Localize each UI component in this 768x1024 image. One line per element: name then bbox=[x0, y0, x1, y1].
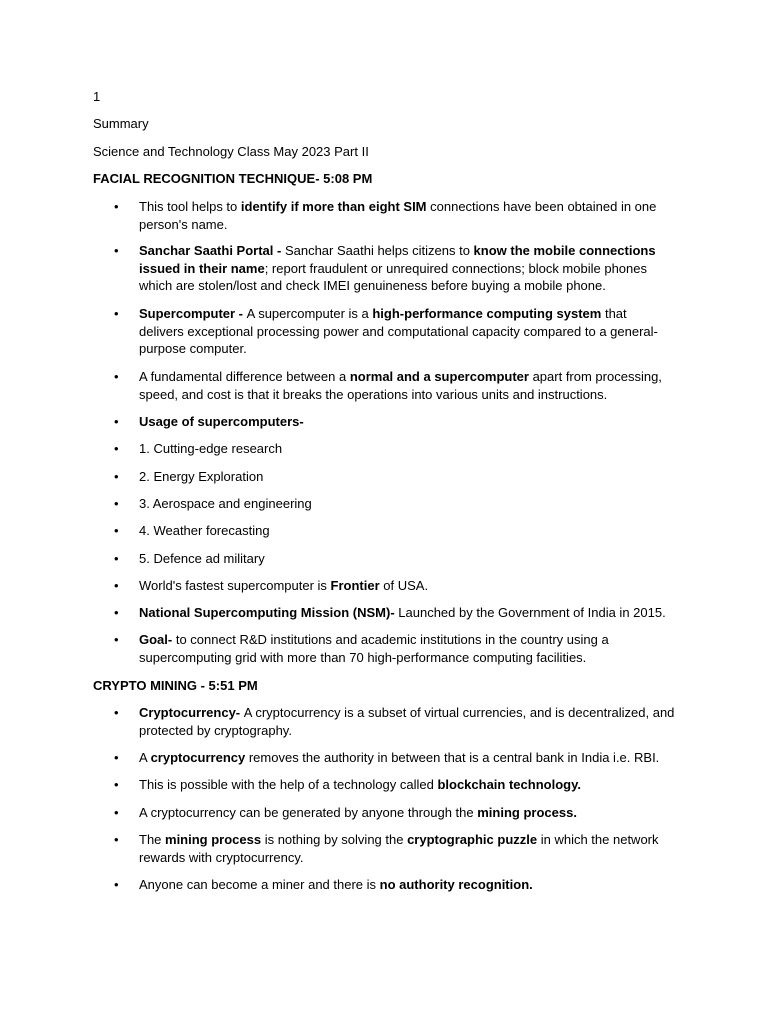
bullet-marker: • bbox=[114, 496, 119, 511]
text-run: 1. Cutting-edge research bbox=[139, 441, 283, 456]
bullet-marker: • bbox=[114, 551, 119, 566]
bullet-marker: • bbox=[114, 877, 119, 892]
bold-run: Cryptocurrency- bbox=[139, 705, 244, 720]
bullet-marker: • bbox=[114, 243, 119, 258]
bold-run: normal and a supercomputer bbox=[349, 369, 529, 384]
bullet-marker: • bbox=[114, 306, 119, 321]
text-run: to connect R&D institutions and academic institutions in the country using a supercomputing grid with more than 70 high-performance computing facilities. bbox=[139, 632, 609, 665]
text-run: apart from processing, speed, and cost is that it breaks the operations into various units and instructions. bbox=[139, 369, 662, 402]
text-run: This is possible with the help of a technology called bbox=[139, 777, 438, 792]
bullet-marker: • bbox=[114, 805, 119, 820]
text-run: 3. Aerospace and engineering bbox=[139, 496, 312, 511]
text-run: that delivers exceptional processing power and computational capacity compared to a general-purpose computer. bbox=[139, 306, 658, 356]
summary-label: Summary bbox=[93, 116, 149, 131]
text-run: Sanchar Saathi helps citizens to bbox=[284, 243, 474, 258]
list-item-text bbox=[139, 522, 679, 540]
bullet-marker: • bbox=[114, 578, 119, 593]
text-run: A cryptocurrency is a subset of virtual currencies, and is decentralized, and protected by cryptography. bbox=[139, 705, 675, 738]
text-run: 2. Energy Exploration bbox=[139, 469, 264, 484]
bold-run: mining process bbox=[165, 832, 262, 847]
bullet-marker: • bbox=[114, 441, 119, 456]
text-run: connections have been obtained in one person's name. bbox=[139, 199, 657, 232]
bullet-marker: • bbox=[114, 199, 119, 214]
bold-run: blockchain technology. bbox=[437, 777, 581, 792]
list-item-text bbox=[139, 831, 659, 866]
list-item-text bbox=[139, 468, 679, 486]
list-item-text bbox=[139, 198, 679, 233]
bullet-marker: • bbox=[114, 469, 119, 484]
bullet-marker: • bbox=[114, 705, 119, 720]
section-heading-crypto-mining: CRYPTO MINING - 5:51 PM bbox=[93, 678, 258, 693]
bold-run: mining process. bbox=[477, 805, 577, 820]
list-item-text bbox=[139, 876, 679, 894]
list-item-text bbox=[139, 804, 679, 822]
bold-run: no authority recognition. bbox=[379, 877, 533, 892]
bullet-marker: • bbox=[114, 369, 119, 384]
list-item-text bbox=[139, 440, 679, 458]
bold-run: Usage of supercomputers- bbox=[139, 414, 304, 429]
text-run: 5. Defence ad military bbox=[139, 551, 265, 566]
list-item-text bbox=[139, 305, 669, 358]
list-item-text bbox=[139, 413, 679, 431]
bullet-marker: • bbox=[114, 832, 119, 847]
bullet-marker: • bbox=[114, 750, 119, 765]
bold-run: high-performance computing system bbox=[372, 306, 602, 321]
list-item-text bbox=[139, 631, 619, 666]
list-item-text bbox=[139, 550, 679, 568]
list-item-text bbox=[139, 368, 669, 403]
text-run: The bbox=[139, 832, 166, 847]
text-run: in which the network rewards with cryptocurrency. bbox=[139, 832, 659, 865]
bullet-marker: • bbox=[114, 523, 119, 538]
list-item-text bbox=[139, 495, 679, 513]
text-run: of USA. bbox=[379, 578, 429, 593]
text-run: Launched by the Government of India in 2015. bbox=[394, 605, 666, 620]
bullet-marker: • bbox=[114, 777, 119, 792]
bold-run: Frontier bbox=[330, 578, 380, 593]
page-number: 1 bbox=[93, 89, 101, 104]
bold-run: identify if more than eight SIM bbox=[240, 199, 427, 214]
text-run: World's fastest supercomputer is bbox=[139, 578, 331, 593]
bullet-marker: • bbox=[114, 632, 119, 647]
text-run: ; report fraudulent or unrequired connections; block mobile phones which are stolen/lost and check IMEI genuineness before buying a mobile phone. bbox=[139, 260, 647, 293]
text-run: 4. Weather forecasting bbox=[139, 523, 270, 538]
text-run: Anyone can become a miner and there is bbox=[139, 877, 380, 892]
text-run: is nothing by solving the bbox=[261, 832, 408, 847]
list-item-text bbox=[139, 749, 679, 767]
list-item-text bbox=[139, 242, 659, 295]
list-item-text bbox=[139, 704, 679, 739]
text-run: removes the authority in between that is a central bank in India i.e. RBI. bbox=[245, 750, 660, 765]
bold-run: Goal- bbox=[139, 632, 173, 647]
bold-run: cryptocurrency bbox=[150, 750, 246, 765]
section-heading-facial-recognition: FACIAL RECOGNITION TECHNIQUE- 5:08 PM bbox=[93, 171, 373, 186]
doc-title: Science and Technology Class May 2023 Part II bbox=[93, 144, 369, 159]
list-item-text bbox=[139, 577, 679, 595]
text-run: A cryptocurrency can be generated by anyone through the bbox=[139, 805, 478, 820]
bullet-marker: • bbox=[114, 414, 119, 429]
bullet-marker: • bbox=[114, 605, 119, 620]
text-run: A supercomputer is a bbox=[246, 306, 373, 321]
bold-run: National Supercomputing Mission (NSM)- bbox=[139, 605, 395, 620]
bold-run: cryptographic puzzle bbox=[407, 832, 538, 847]
text-run: A fundamental difference between a bbox=[139, 369, 350, 384]
list-item-text bbox=[139, 604, 679, 622]
bold-run: Sanchar Saathi Portal - bbox=[139, 243, 285, 258]
bold-run: know the mobile connections issued in their name bbox=[139, 243, 656, 276]
list-item-text bbox=[139, 776, 679, 794]
text-run: This tool helps to bbox=[139, 199, 241, 214]
bold-run: Supercomputer - bbox=[139, 306, 247, 321]
text-run: A bbox=[139, 750, 151, 765]
